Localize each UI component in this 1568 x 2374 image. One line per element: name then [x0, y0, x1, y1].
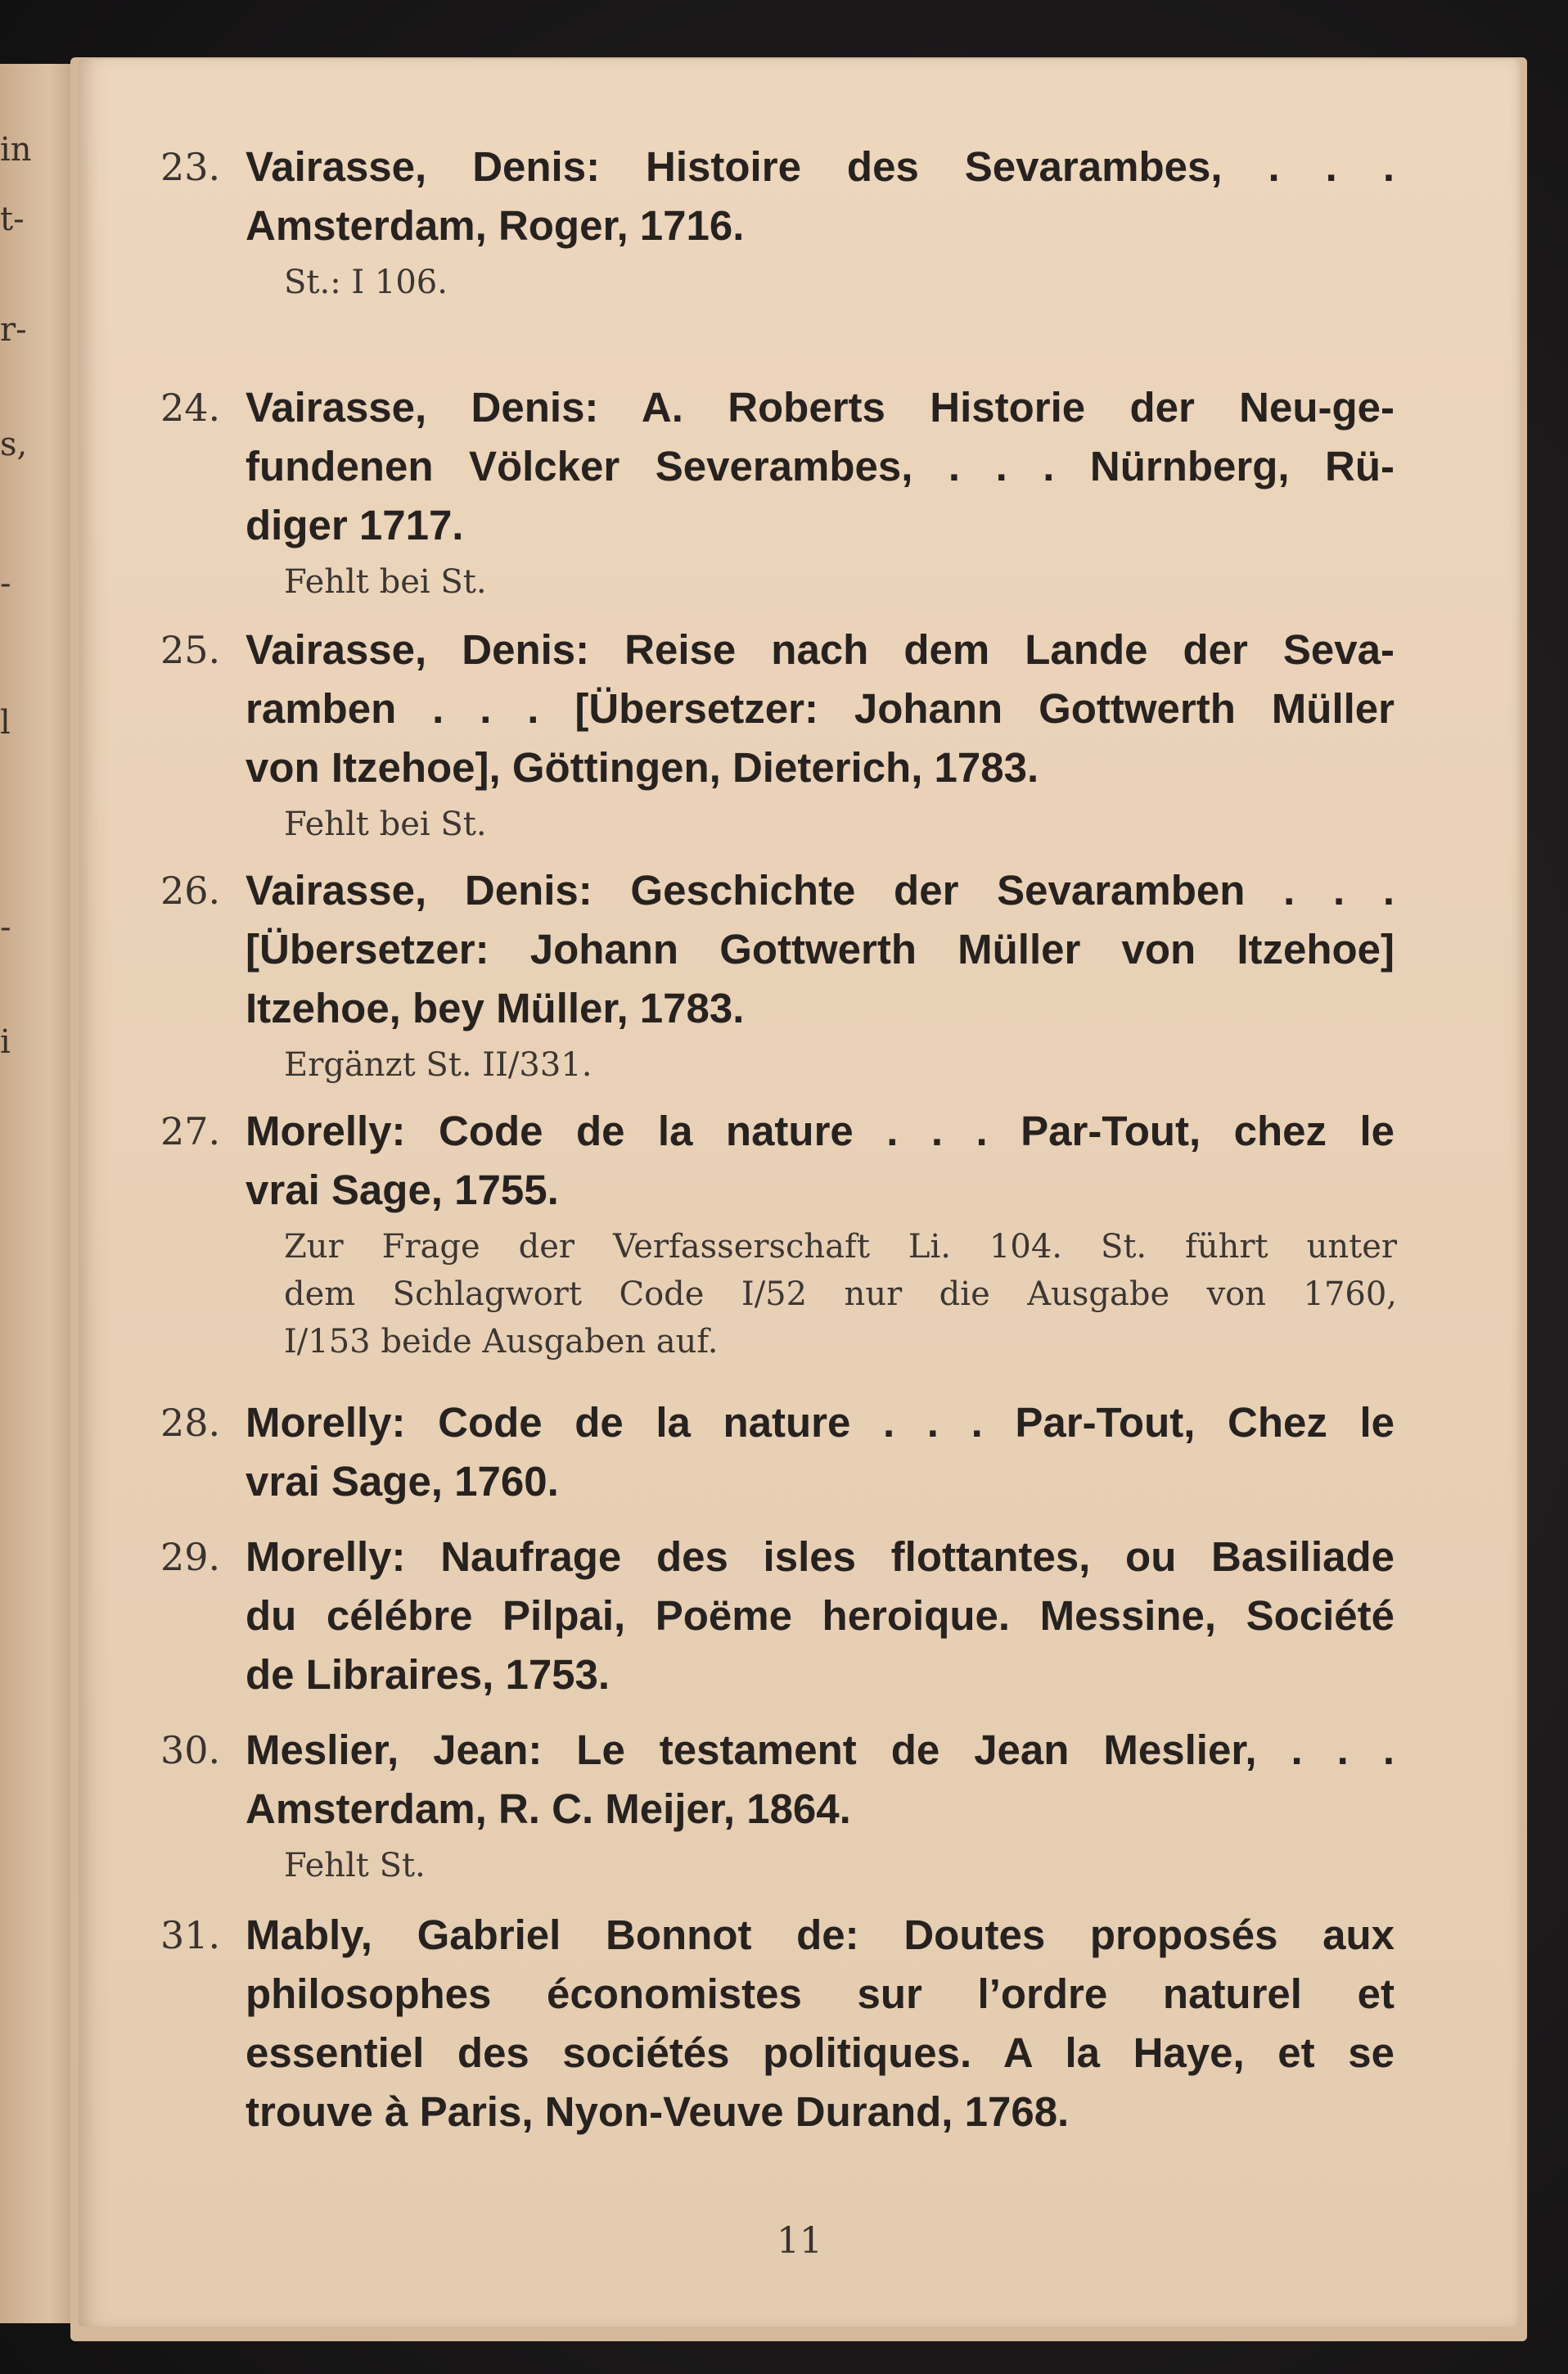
entry-number: 30.: [160, 1728, 221, 1772]
previous-page-text-fragment: i: [0, 1023, 11, 1061]
page-number: 11: [777, 2220, 822, 2262]
entry-title-line: Amsterdam, R. C. Meijer, 1864.: [246, 1785, 851, 1832]
entry-title-line: vrai Sage, 1760.: [246, 1458, 559, 1505]
entry-number: 26.: [160, 869, 221, 913]
previous-page-text-fragment: r-: [0, 311, 27, 349]
book-page: [79, 59, 1521, 2327]
entry-note-line: Ergänzt St. II/331.: [284, 1046, 593, 1084]
previous-page-text-fragment: in: [0, 131, 32, 169]
entry-title-line: du célébre Pilpai, Poëme heroique. Messine, Société: [246, 1592, 1395, 1639]
entry-title-line: Mably, Gabriel Bonnot de: Doutes proposés aux: [246, 1911, 1395, 1958]
previous-page-text-fragment: -: [0, 565, 11, 603]
entry-number: 25.: [160, 628, 221, 672]
previous-page-text-fragment: l: [0, 704, 11, 742]
entry-number: 31.: [160, 1913, 221, 1957]
entry-note-line: I/153 beide Ausgaben auf.: [284, 1323, 719, 1361]
entry-title-line: Morelly: Code de la nature . . . Par-Tout, Chez le: [246, 1399, 1395, 1446]
entry-title-line: Morelly: Code de la nature . . . Par-Tout, chez le: [246, 1108, 1395, 1154]
entry-title-line: Vairasse, Denis: Geschichte der Sevaramben . . .: [246, 867, 1395, 914]
entry-title-line: Vairasse, Denis: Reise nach dem Lande der Seva-: [246, 626, 1395, 673]
entry-title-line: philosophes économistes sur l’ordre naturel et: [246, 1970, 1395, 2017]
entry-note-line: dem Schlagwort Code I/52 nur die Ausgabe von 1760,: [284, 1275, 1397, 1313]
entry-note-line: Zur Frage der Verfasserschaft Li. 104. St. führt unter: [284, 1228, 1397, 1266]
entry-title-line: vrai Sage, 1755.: [246, 1167, 559, 1213]
entry-title-line: von Itzehoe], Göttingen, Dieterich, 1783.: [246, 744, 1039, 791]
entry-title-line: Amsterdam, Roger, 1716.: [246, 202, 745, 249]
previous-page-text-fragment: s,: [0, 426, 28, 463]
entry-number: 23.: [160, 145, 221, 189]
previous-page-text-fragment: t-: [0, 201, 25, 238]
entry-number: 24.: [160, 386, 221, 430]
entry-title-line: Vairasse, Denis: A. Roberts Historie der Neu-ge-: [246, 384, 1395, 431]
entry-note-line: St.: I 106.: [284, 264, 448, 301]
entry-title-line: Vairasse, Denis: Histoire des Sevarambes, . . .: [246, 143, 1395, 190]
entry-title-line: Morelly: Naufrage des isles flottantes, ou Basiliade: [246, 1533, 1395, 1580]
entry-title-line: fundenen Völcker Severambes, . . . Nürnberg, Rü-: [246, 443, 1395, 490]
entry-title-line: [Übersetzer: Johann Gottwerth Müller von Itzehoe]: [246, 926, 1395, 973]
entry-note-line: Fehlt bei St.: [284, 563, 487, 601]
entry-title-line: ramben . . . [Übersetzer: Johann Gottwerth Müller: [246, 685, 1395, 732]
entry-title-line: trouve à Paris, Nyon-Veuve Durand, 1768.: [246, 2088, 1070, 2135]
entry-title-line: de Libraires, 1753.: [246, 1651, 611, 1698]
entry-note-line: Fehlt St.: [284, 1847, 426, 1884]
entry-number: 28.: [160, 1401, 221, 1445]
entry-number: 29.: [160, 1535, 221, 1579]
entry-title-line: Itzehoe, bey Müller, 1783.: [246, 985, 745, 1031]
entry-title-line: Meslier, Jean: Le testament de Jean Meslier, . . .: [246, 1726, 1395, 1773]
entry-title-line: diger 1717.: [246, 502, 464, 548]
previous-page-text-fragment: -: [0, 909, 11, 946]
entry-number: 27.: [160, 1109, 221, 1153]
entry-title-line: essentiel des sociétés politiques. A la Haye, et se: [246, 2029, 1395, 2076]
entry-note-line: Fehlt bei St.: [284, 806, 487, 843]
